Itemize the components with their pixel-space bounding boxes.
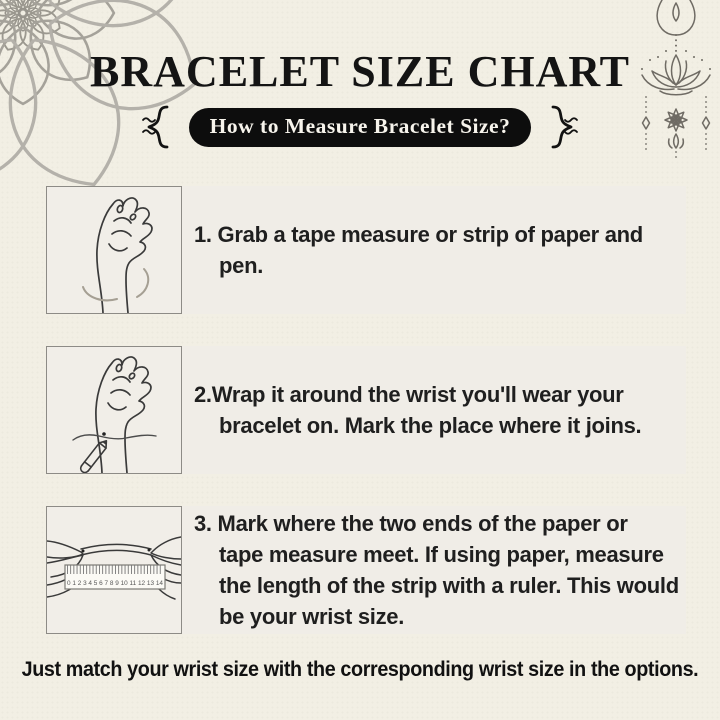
step-row-2 [46, 346, 686, 474]
squiggle-bracket-right-icon [543, 104, 579, 150]
step-1-line-2: pen. [219, 253, 264, 278]
hands-measuring-strip-with-ruler-icon [47, 507, 181, 633]
step-3-text [194, 506, 720, 634]
squiggle-bracket-left-icon [141, 104, 177, 150]
badge-row [0, 103, 720, 151]
hand-with-bracelet-line-icon [47, 187, 181, 313]
step-2-line-2: bracelet on. Mark the place where it joins. [219, 413, 642, 438]
step-1-line-1: 1. Grab a tape measure or strip of paper and [194, 222, 643, 247]
step-2-hand-illustration [46, 346, 182, 474]
footer-note [0, 658, 720, 682]
page-title: BRACELET SIZE CHART [90, 47, 630, 96]
hand-marking-wrist-with-pencil-icon [47, 347, 181, 473]
step-3-line-4: be your wrist size. [219, 604, 405, 629]
ruler-scale-numbers: 0 1 2 3 4 5 6 7 8 9 10 11 12 13 14 [67, 581, 164, 587]
step-2-text [194, 346, 720, 474]
step-1-hand-illustration [46, 186, 182, 314]
footer-note-text: Just match your wrist size with the corresponding wrist size in the options. [21, 658, 699, 681]
step-3-line-1: 3. Mark where the two ends of the paper or [194, 511, 628, 536]
step-row-1 [46, 186, 686, 314]
step-2-line-1: 2.Wrap it around the wrist you'll wear your [194, 382, 624, 407]
step-3-hands-ruler-illustration [46, 506, 182, 634]
step-3-line-2: tape measure meet. If using paper, measure [219, 542, 664, 567]
subtitle-badge: How to Measure Bracelet Size? [189, 108, 532, 147]
step-1-text [194, 186, 720, 314]
step-3-line-3: the length of the strip with a ruler. This would [219, 573, 679, 598]
step-row-3 [46, 506, 686, 634]
